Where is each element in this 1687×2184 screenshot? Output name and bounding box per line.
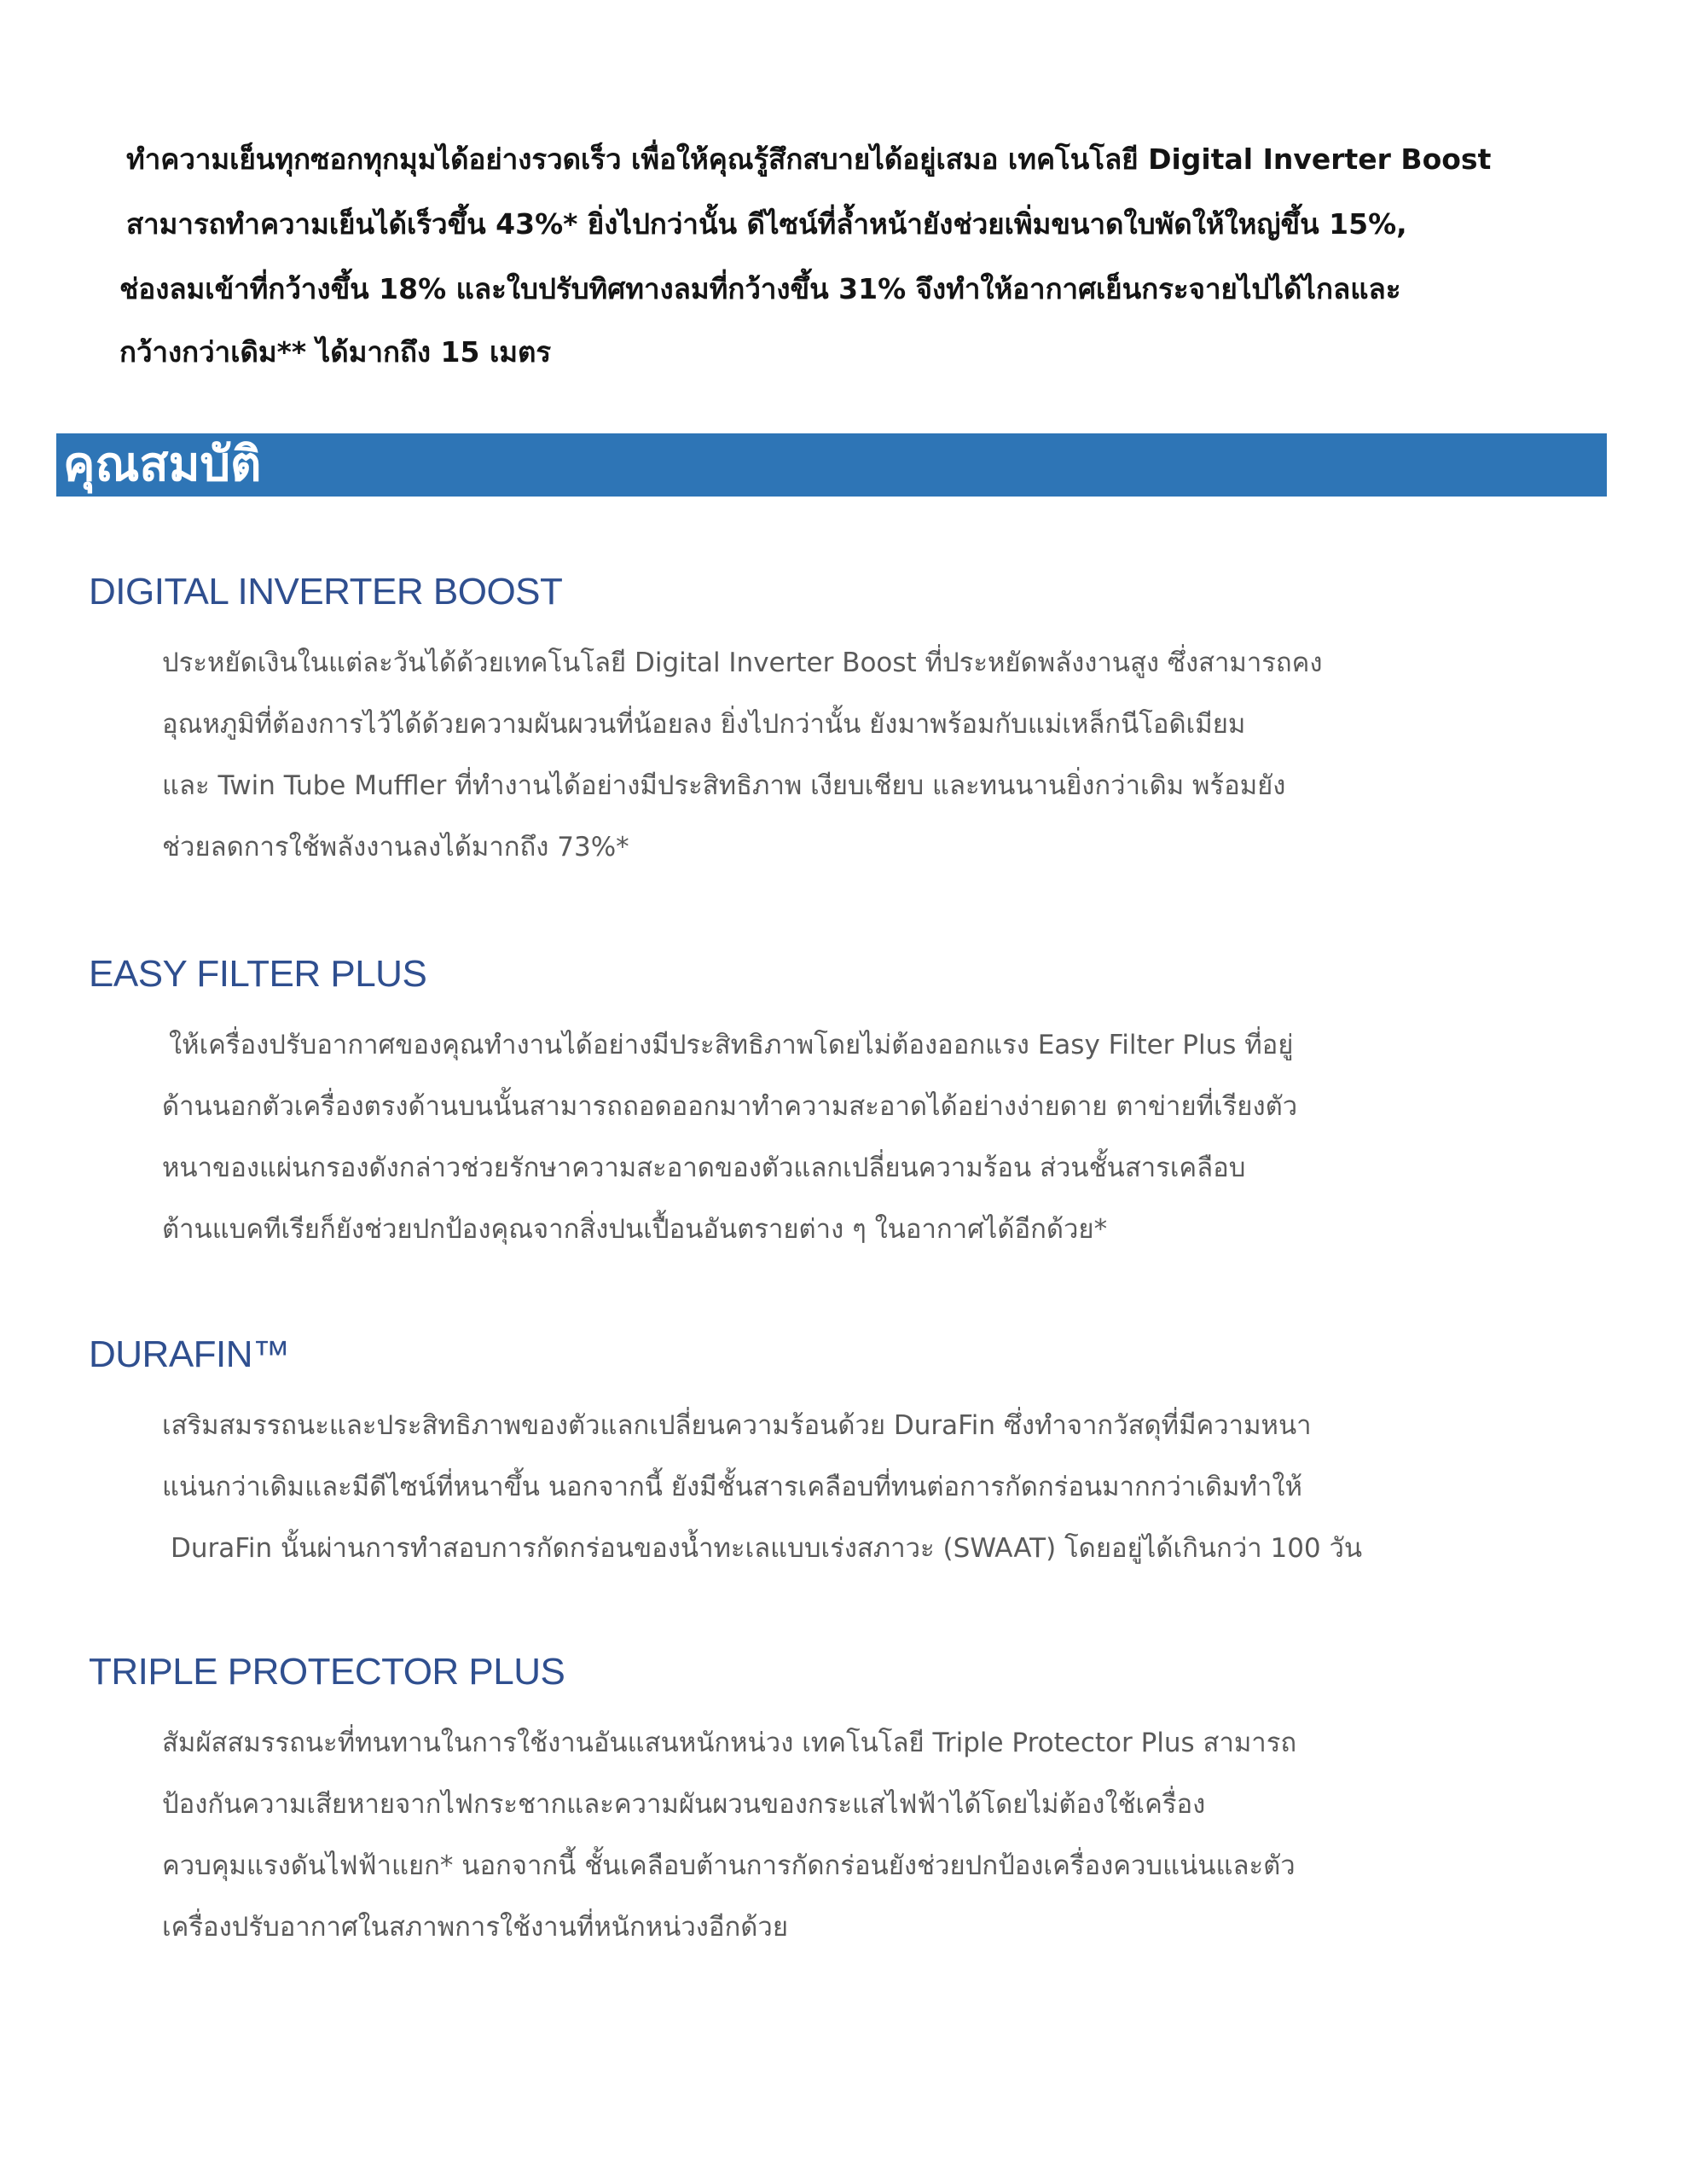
- feature-heading: DIGITAL INVERTER BOOST: [89, 571, 563, 613]
- section-header-bar: [56, 433, 1607, 497]
- feature-text-line: DuraFin นั้นผ่านการทำสอบการกัดกร่อนของน้ำทะเลแบบเร่งสภาวะ (SWAAT) โดยอยู่ได้เกินกว่า 100 วัน: [171, 1533, 1363, 1564]
- feature-text-line: เสริมสมรรถนะและประสิทธิภาพของตัวแลกเปลี่ยนความร้อนด้วย DuraFin ซึ่งทำจากวัสดุที่มีความหนา: [162, 1410, 1312, 1441]
- feature-heading: EASY FILTER PLUS: [89, 953, 427, 995]
- intro-paragraph: [0, 0, 1687, 410]
- feature-text-line: ป้องกันความเสียหายจากไฟกระชากและความผันผวนของกระแสไฟฟ้าได้โดยไม่ต้องใช้เครื่อง: [162, 1789, 1206, 1820]
- intro-line: ช่องลมเข้าที่กว้างขึ้น 18% และใบปรับทิศทางลมที่กว้างขึ้น 31% จึงทำให้อากาศเย็นกระจายไปได้ไกลและ: [119, 272, 1401, 305]
- feature-text-line: และ Twin Tube Muffler ที่ทำงานได้อย่างมีประสิทธิภาพ เงียบเชียบ และทนนานยิ่งกว่าเดิม พร้อมยัง: [162, 770, 1286, 801]
- intro-line: สามารถทำความเย็นได้เร็วขึ้น 43%* ยิ่งไปกว่านั้น ดีไซน์ที่ล้ำหน้ายังช่วยเพิ่มขนาดใบพัดให้ใหญ่ขึ้น 15%,: [126, 207, 1407, 241]
- feature-text-line: ต้านแบคทีเรียก็ยังช่วยปกป้องคุณจากสิ่งปนเปื้อนอันตรายต่าง ๆ ในอากาศได้อีกด้วย*: [162, 1214, 1108, 1245]
- intro-line: กว้างกว่าเดิม** ได้มากถึง 15 เมตร: [119, 335, 552, 369]
- feature-text-line: ประหยัดเงินในแต่ละวันได้ด้วยเทคโนโลยี Digital Inverter Boost ที่ประหยัดพลังงานสูง ซึ่งสามารถคง: [162, 648, 1323, 678]
- feature-text-line: ช่วยลดการใช้พลังงานลงได้มากถึง 73%*: [162, 832, 629, 863]
- feature-text-line: ควบคุมแรงดันไฟฟ้าแยก* นอกจากนี้ ชั้นเคลือบต้านการกัดกร่อนยังช่วยปกป้องเครื่องควบแน่นและตัว: [162, 1850, 1296, 1881]
- feature-heading: DURAFIN™: [89, 1333, 290, 1375]
- feature-text-line: ให้เครื่องปรับอากาศของคุณทำงานได้อย่างมีประสิทธิภาพโดยไม่ต้องออกแรง Easy Filter Plus ที่อยู่: [169, 1030, 1294, 1060]
- feature-text-line: เครื่องปรับอากาศในสภาพการใช้งานที่หนักหน่วงอีกด้วย: [162, 1912, 788, 1943]
- feature-text-line: หนาของแผ่นกรองดังกล่าวช่วยรักษาความสะอาดของตัวแลกเปลี่ยนความร้อน ส่วนชั้นสารเคลือบ: [162, 1153, 1246, 1183]
- feature-text-line: ด้านนอกตัวเครื่องตรงด้านบนนั้นสามารถถอดออกมาทำความสะอาดได้อย่างง่ายดาย ตาข่ายที่เรียงตัว: [162, 1091, 1298, 1122]
- feature-heading: TRIPLE PROTECTOR PLUS: [89, 1651, 565, 1693]
- feature-text-line: อุณหภูมิที่ต้องการไว้ได้ด้วยความผันผวนที่น้อยลง ยิ่งไปกว่านั้น ยังมาพร้อมกับแม่เหล็กนีโอดิเมียม: [162, 709, 1246, 740]
- feature-text-line: แน่นกว่าเดิมและมีดีไซน์ที่หนาขึ้น นอกจากนี้ ยังมีชั้นสารเคลือบที่ทนต่อการกัดกร่อนมากกว่าเดิมทำให้: [162, 1472, 1302, 1502]
- intro-line: ทำความเย็นทุกซอกทุกมุมได้อย่างรวดเร็ว เพื่อให้คุณรู้สึกสบายได้อยู่เสมอ เทคโนโลยี Digital Inverter Boost: [126, 142, 1492, 176]
- section-title: คุณสมบัติ: [63, 437, 262, 492]
- feature-text-line: สัมผัสสมรรถนะที่ทนทานในการใช้งานอันแสนหนักหน่วง เทคโนโลยี Triple Protector Plus สามารถ: [162, 1728, 1297, 1758]
